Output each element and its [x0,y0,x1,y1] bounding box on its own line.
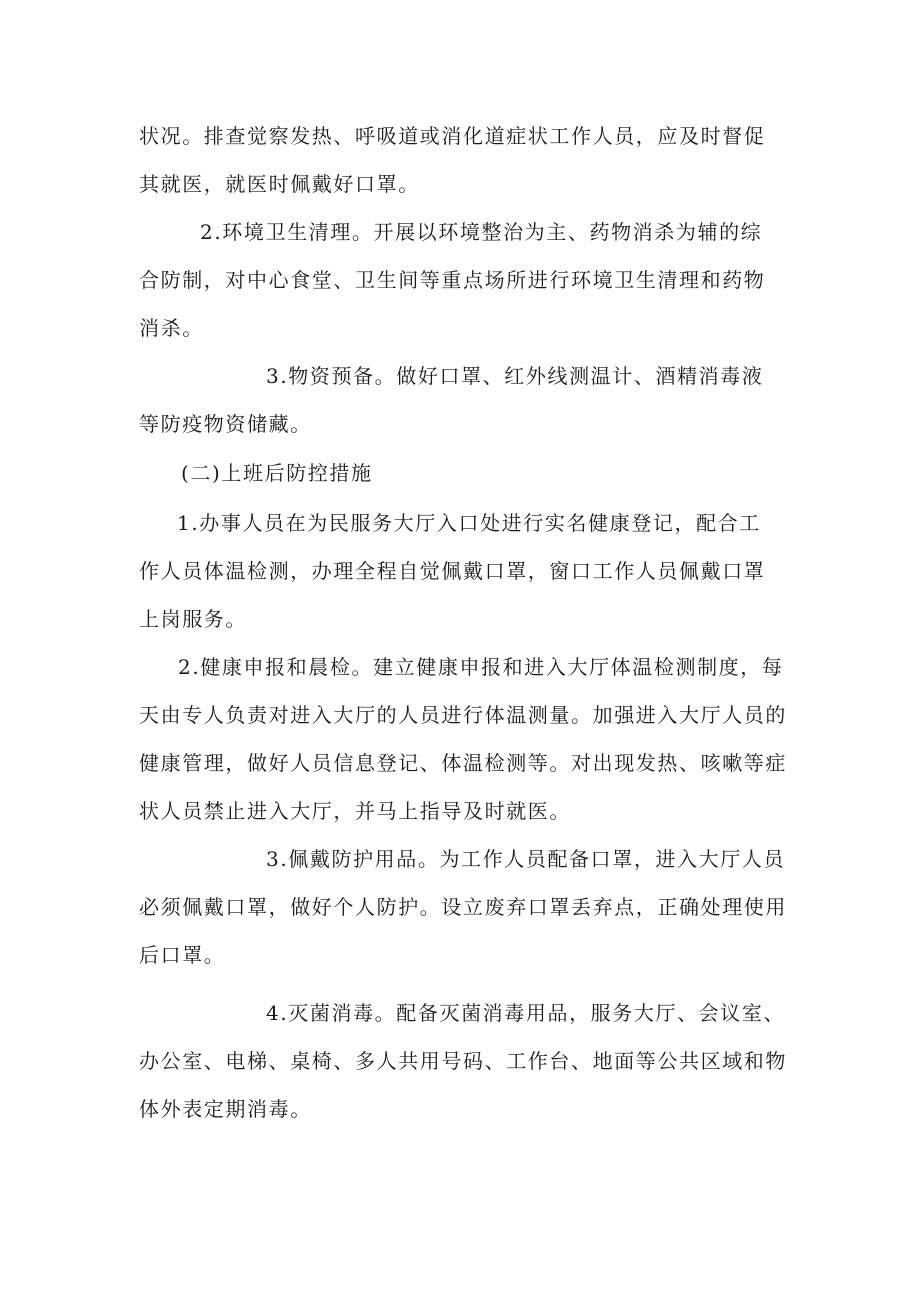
paragraph-line: 上岗服务。 [139,607,247,631]
paragraph-line: 体外表定期消毒。 [139,1097,312,1121]
paragraph-line: 办公室、电梯、桌椅、多人共用号码、工作台、地面等公共区域和物 [139,1049,787,1073]
paragraph-line: 其就医，就医时佩戴好口罩。 [139,172,420,196]
paragraph-line: 1.办事人员在为民服务大厅入口处进行实名健康登记，配合工 [177,511,761,535]
paragraph-line: 2.健康申报和晨检。建立健康申报和进入大厅体温检测制度，每 [178,655,784,679]
paragraph-line: 状况。排查觉察发热、呼吸道或消化道症状工作人员，应及时督促 [139,124,766,148]
paragraph-line: 健康管理，做好人员信息登记、体温检测等。对出现发热、咳嗽等症 [139,751,787,775]
paragraph-line: 3.物资预备。做好口罩、红外线测温计、酒精消毒液 [266,364,764,388]
paragraph-line: 后口罩。 [139,943,226,967]
paragraph-line: 必须佩戴口罩，做好个人防护。设立废弃口罩丢弃点，正确处理使用 [139,895,787,919]
paragraph-line: 3.佩戴防护用品。为工作人员配备口罩，进入大厅人员 [266,847,786,871]
paragraph-line: 状人员禁止进入大厅，并马上指导及时就医。 [139,799,571,823]
paragraph-line: 天由专人负责对进入大厅的人员进行体温测量。加强进入大厅人员的 [139,703,787,727]
paragraph-line: 消杀。 [139,316,204,340]
section-heading: (二)上班后防控措施 [181,461,373,485]
paragraph-line: 等防疫物资储藏。 [139,412,312,436]
paragraph-line: 合防制，对中心食堂、卫生间等重点场所进行环境卫生清理和药物 [139,268,766,292]
paragraph-line: 2.环境卫生清理。开展以环境整治为主、药物消杀为辅的综 [200,220,763,244]
paragraph-line: 4.灭菌消毒。配备灭菌消毒用品，服务大厅、会议室、 [266,1001,786,1025]
paragraph-line: 作人员体温检测，办理全程自觉佩戴口罩，窗口工作人员佩戴口罩 [139,559,766,583]
